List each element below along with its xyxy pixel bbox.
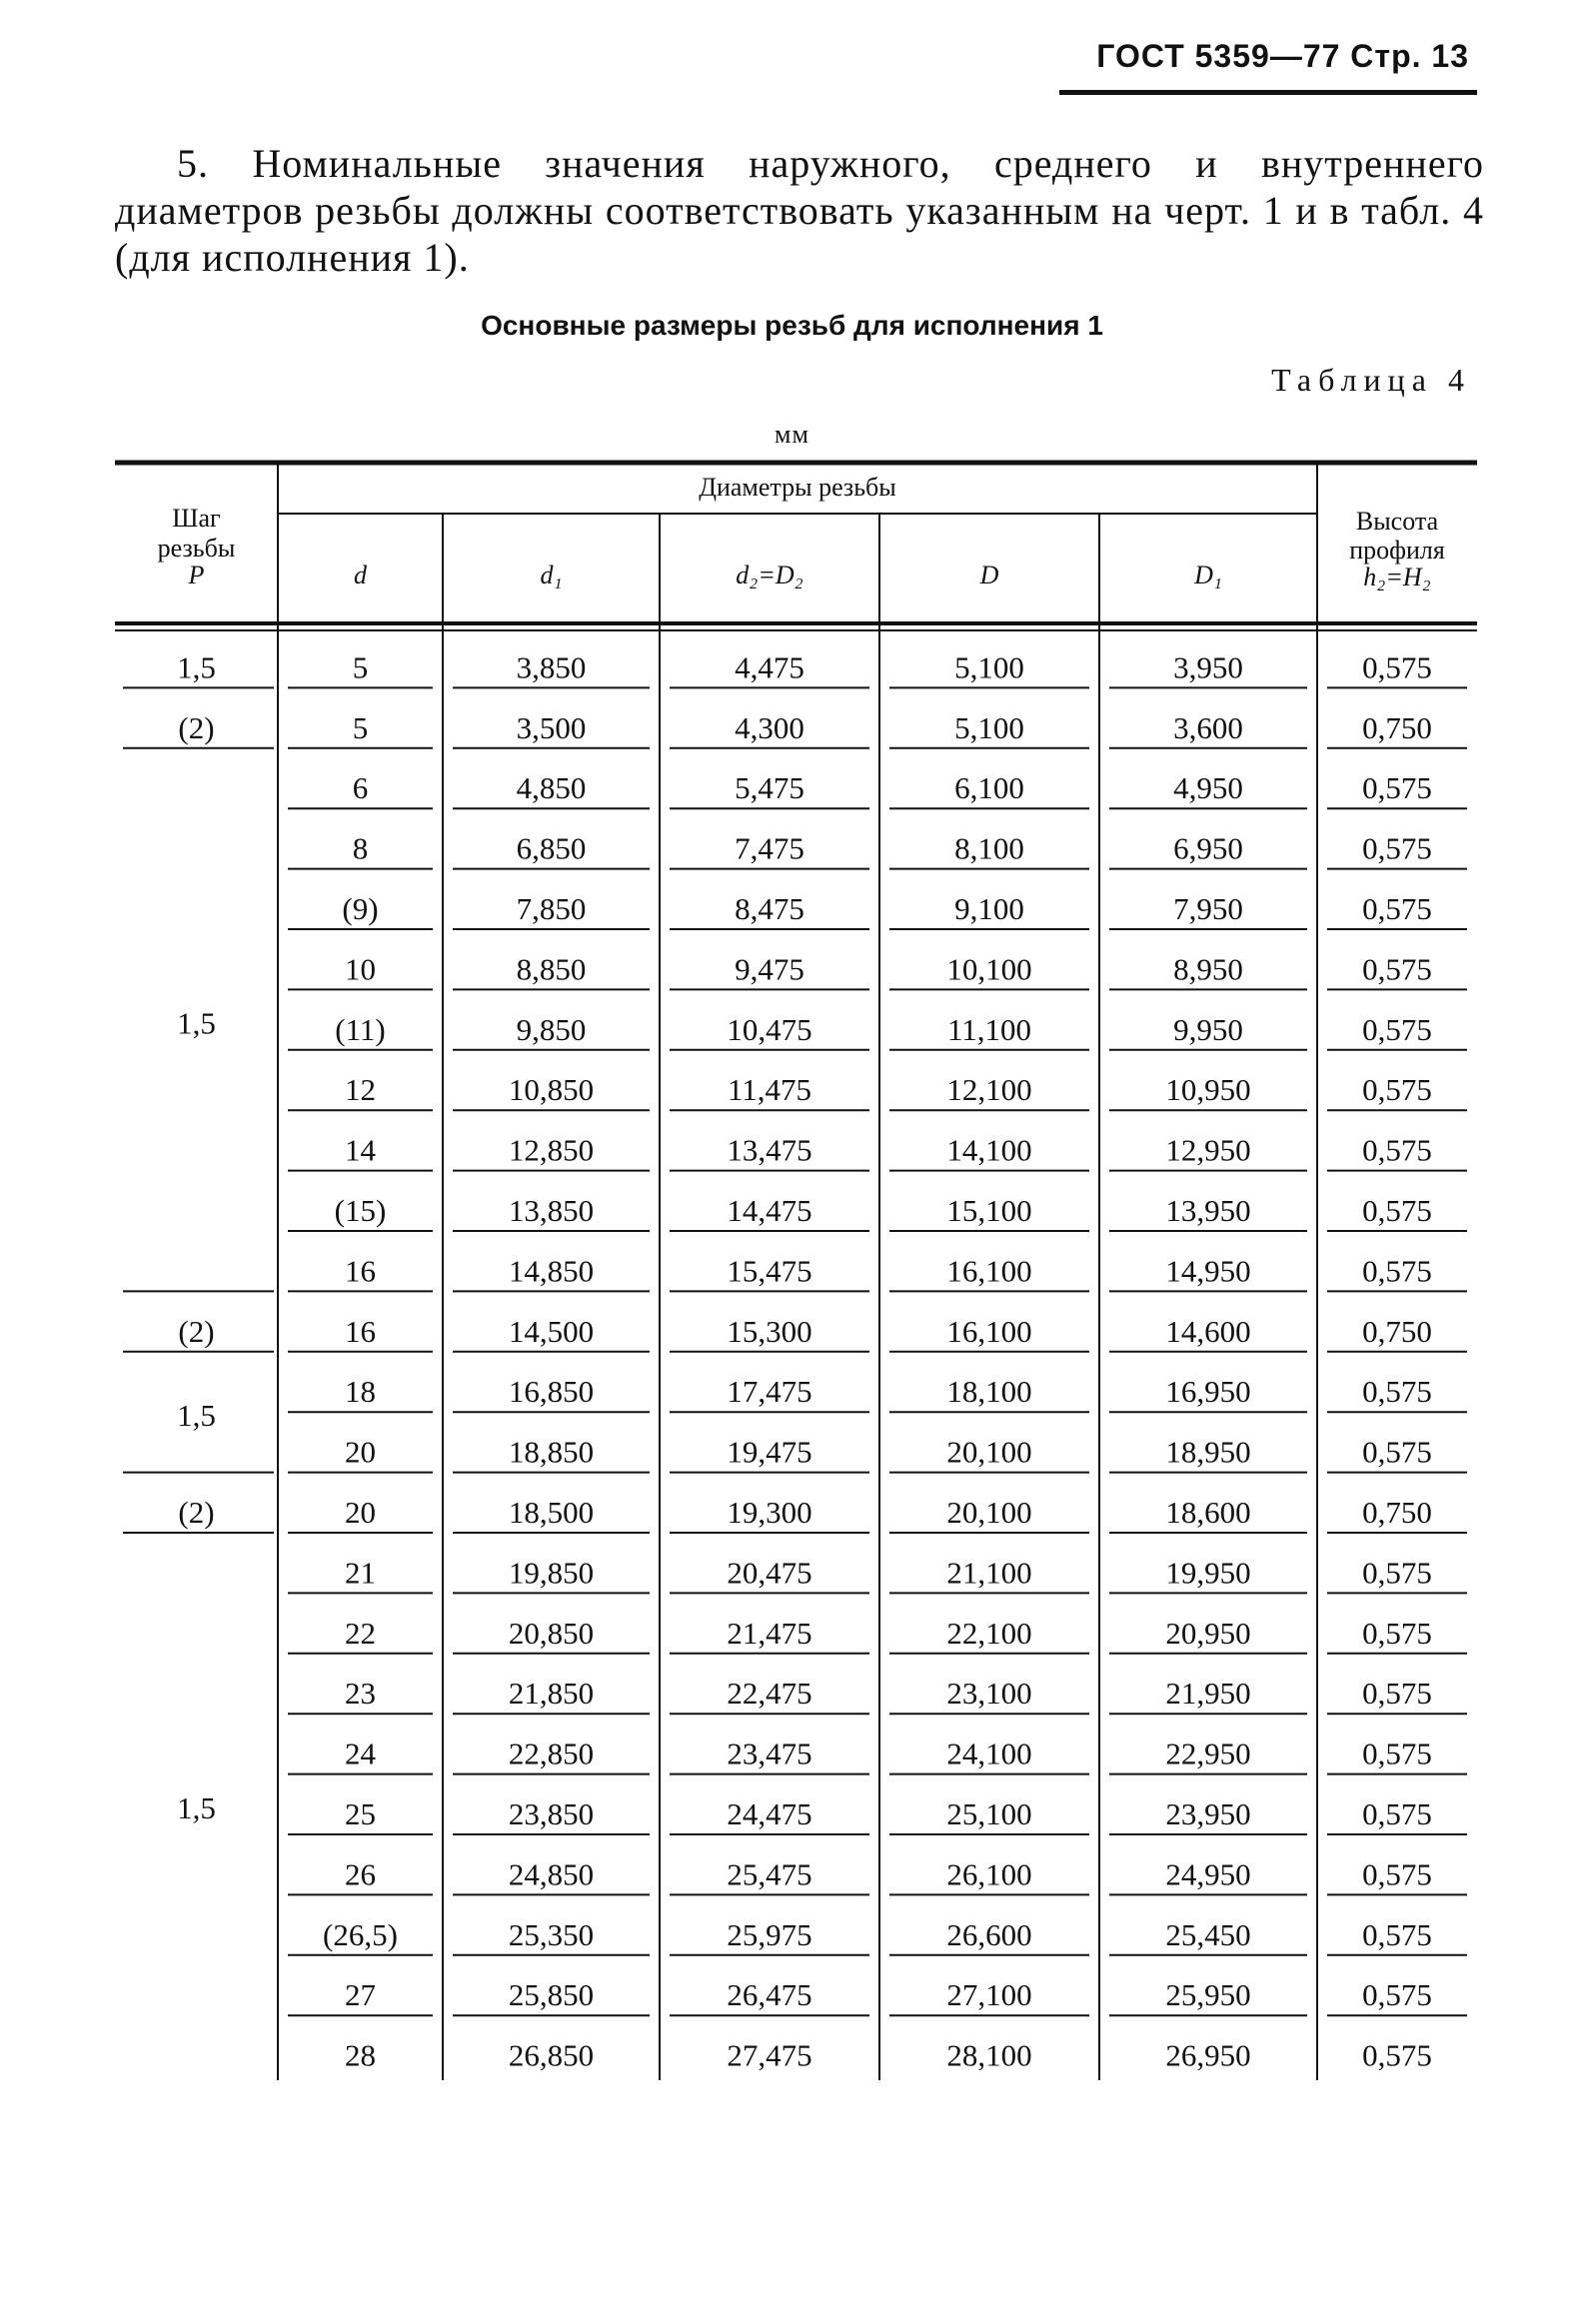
table-cell: 5,100	[954, 709, 1024, 745]
table-cell: 15,475	[727, 1253, 812, 1289]
table-cell: 28	[345, 2037, 376, 2073]
table-cell: 18,600	[1165, 1495, 1251, 1530]
table-cell: 10,850	[508, 1072, 595, 1108]
table-cell: 14,100	[946, 1132, 1032, 1168]
table-cell: 12,850	[508, 1132, 595, 1168]
table-cell: 25,975	[727, 1916, 812, 1952]
table-cell: 13,475	[727, 1132, 812, 1168]
table-cell: 0,575	[1362, 1676, 1432, 1712]
table-cell: 0,575	[1362, 649, 1432, 685]
table-cell: 0,575	[1362, 1193, 1432, 1228]
table-cell: 7,475	[735, 830, 804, 866]
table-cell: 16	[345, 1313, 376, 1349]
table-cell: 0,575	[1362, 1072, 1432, 1108]
table-cell: 0,575	[1362, 891, 1432, 926]
table-cell: 19,850	[508, 1555, 595, 1591]
table-cell: 25,350	[508, 1916, 595, 1952]
table-cell: 8,850	[516, 951, 587, 987]
table-cell: 0,575	[1362, 1736, 1432, 1771]
table-cell: 0,750	[1362, 1313, 1432, 1349]
table-cell: 16,950	[1165, 1374, 1251, 1410]
header-pitch-line: P	[188, 561, 205, 589]
header-diameter-col: D₁	[1194, 561, 1222, 589]
table-cell: 20,850	[508, 1615, 595, 1651]
table-cell: 0,575	[1362, 1253, 1432, 1289]
pitch-group-label: 1,5	[177, 649, 216, 685]
table-cell: 0,575	[1362, 1977, 1432, 2013]
table-cell: 10,475	[727, 1011, 812, 1047]
header-diameter-col: D	[979, 561, 999, 589]
table-cell: 17,475	[727, 1374, 812, 1410]
table-cell: 27,475	[727, 2037, 812, 2073]
table-cell: 26,950	[1165, 2037, 1251, 2073]
table-cell: 14,500	[508, 1313, 595, 1349]
table-number: Таблица 4	[1271, 362, 1471, 398]
unit-label: мм	[775, 420, 809, 449]
table-cell: 3,850	[516, 649, 587, 685]
header-diameter-col: d₂=D₂	[736, 561, 803, 589]
table-cell: 14,475	[727, 1193, 812, 1228]
table-cell: 22,100	[946, 1615, 1032, 1651]
table-cell: 8,100	[954, 830, 1024, 866]
table-cell: 20	[345, 1434, 376, 1470]
table-cell: 9,850	[516, 1011, 587, 1047]
table-cell: 8,475	[735, 891, 804, 926]
table-cell: (15)	[334, 1193, 387, 1228]
table-cell: 9,950	[1173, 1011, 1243, 1047]
table-cell: 14	[345, 1132, 376, 1168]
table-cell: 22	[345, 1615, 376, 1651]
table-title: Основные размеры резьб для исполнения 1	[481, 310, 1103, 341]
table-cell: 13,850	[508, 1193, 595, 1228]
table-cell: 18,500	[508, 1495, 595, 1530]
table-cell: 12	[345, 1072, 376, 1108]
table-cell: 5,475	[735, 770, 804, 806]
header-height-line: Высота	[1355, 507, 1439, 536]
table-cell: 25,950	[1165, 1977, 1251, 2013]
table-cell: 4,850	[516, 770, 587, 806]
table-cell: 0,750	[1362, 1495, 1432, 1530]
table-cell: 19,950	[1165, 1555, 1251, 1591]
table-cell: 26,850	[508, 2037, 595, 2073]
table-cell: 8,950	[1173, 951, 1243, 987]
table-cell: 21,100	[946, 1555, 1032, 1591]
header-diameter-col: d₁	[540, 561, 563, 589]
table-cell: 16	[345, 1253, 376, 1289]
table-cell: 0,575	[1362, 1916, 1432, 1952]
table-cell: 18	[345, 1374, 376, 1410]
pitch-group-label: 1,5	[177, 1398, 216, 1434]
header-diameter-col: d	[354, 561, 367, 589]
table-cell: 7,850	[516, 891, 587, 926]
table-cell: 0,575	[1362, 830, 1432, 866]
table-cell: 21,475	[727, 1615, 812, 1651]
table-cell: 0,575	[1362, 770, 1432, 806]
table-cell: 23,950	[1165, 1796, 1251, 1831]
table-cell: 0,575	[1362, 1011, 1432, 1047]
table-cell: 25,100	[946, 1796, 1032, 1831]
table-cell: 0,575	[1362, 1615, 1432, 1651]
table-cell: 21	[345, 1555, 376, 1591]
table-cell: 0,575	[1362, 1374, 1432, 1410]
table-cell: 24,850	[508, 1856, 595, 1892]
table-cell: (11)	[335, 1011, 386, 1047]
table-cell: 11,475	[727, 1072, 812, 1108]
table-cell: (26,5)	[323, 1916, 398, 1952]
table-cell: 6,950	[1173, 830, 1243, 866]
table-cell: 19,475	[727, 1434, 812, 1470]
table-cell: 19,300	[727, 1495, 812, 1530]
table-cell: 4,300	[735, 709, 804, 745]
table-cell: 3,950	[1173, 649, 1243, 685]
table-cell: 5	[352, 649, 369, 685]
table-cell: 9,100	[954, 891, 1024, 926]
table-cell: 9,475	[735, 951, 804, 987]
table-cell: 25,475	[727, 1856, 812, 1892]
pitch-group-label: 1,5	[177, 1005, 216, 1041]
table-cell: 21,950	[1165, 1676, 1251, 1712]
pitch-group-label: 1,5	[177, 1789, 216, 1825]
table-cell: 8	[352, 830, 369, 866]
pitch-group-label: (2)	[178, 1495, 215, 1530]
body-paragraph: 5. Номинальные значения наружного, среднего и внутреннего диаметров резьбы должны соответствовать указанным на черт. 1 и в табл. 4 (для исполнения 1).	[115, 141, 1484, 280]
table-cell: 10	[345, 951, 376, 987]
table-cell: 12,950	[1165, 1132, 1251, 1168]
table-cell: 20	[345, 1495, 376, 1530]
table-cell: 24	[345, 1736, 376, 1771]
table-cell: 12,100	[946, 1072, 1032, 1108]
table-cell: 25,450	[1165, 1916, 1251, 1952]
table-cell: 16,100	[946, 1253, 1032, 1289]
table-cell: 14,600	[1165, 1313, 1251, 1349]
table-cell: 5	[352, 709, 369, 745]
table-cell: 0,575	[1362, 1132, 1432, 1168]
table-cell: 26,475	[727, 1977, 812, 2013]
table-cell: 23	[345, 1676, 376, 1712]
table-cell: 3,600	[1173, 709, 1243, 745]
table-cell: 26,100	[946, 1856, 1032, 1892]
header-pitch-line: резьбы	[157, 534, 236, 563]
table-cell: 21,850	[508, 1676, 595, 1712]
header-height-line: профиля	[1349, 536, 1445, 565]
table-cell: 3,500	[516, 709, 587, 745]
table-cell: 20,475	[727, 1555, 812, 1591]
table-cell: 18,950	[1165, 1434, 1251, 1470]
table-cell: 16,100	[946, 1313, 1032, 1349]
table-cell: 6,100	[954, 770, 1024, 806]
pitch-group-label: (2)	[178, 709, 215, 745]
table-cell: 6,850	[516, 830, 587, 866]
table-cell: 10,100	[946, 951, 1032, 987]
table-cell: 7,950	[1173, 891, 1243, 926]
table-cell: 4,475	[735, 649, 804, 685]
header-pitch-line: Шаг	[172, 504, 221, 533]
table-cell: 11,100	[946, 1011, 1032, 1047]
table-cell: 22,475	[727, 1676, 812, 1712]
table-cell: 27,100	[946, 1977, 1032, 2013]
table-cell: 0,575	[1362, 1434, 1432, 1470]
table-cell: 10,950	[1165, 1072, 1251, 1108]
table-cell: 24,475	[727, 1796, 812, 1831]
page-header: ГОСТ 5359—77 Стр. 13	[1096, 38, 1469, 74]
table-cell: 24,100	[946, 1736, 1032, 1771]
table-cell: 28,100	[946, 2037, 1032, 2073]
table-cell: 0,575	[1362, 1796, 1432, 1831]
table-cell: 22,950	[1165, 1736, 1251, 1771]
table-cell: 0,575	[1362, 2037, 1432, 2073]
table-cell: 20,100	[946, 1495, 1032, 1530]
table-cell: 25,850	[508, 1977, 595, 2013]
table-cell: 24,950	[1165, 1856, 1251, 1892]
table-cell: 15,300	[727, 1313, 812, 1349]
table-cell: 23,475	[727, 1736, 812, 1771]
table-cell: 5,100	[954, 649, 1024, 685]
table-cell: 0,750	[1362, 709, 1432, 745]
table-cell: 18,850	[508, 1434, 595, 1470]
table-cell: 0,575	[1362, 951, 1432, 987]
table-cell: 23,850	[508, 1796, 595, 1831]
header-height-line: h₂=H₂	[1363, 563, 1431, 591]
header-diameters-group: Диаметры резьбы	[699, 473, 896, 502]
table-cell: 15,100	[946, 1193, 1032, 1228]
table-cell: 16,850	[508, 1374, 595, 1410]
table-cell: 0,575	[1362, 1555, 1432, 1591]
table-cell: 26	[345, 1856, 376, 1892]
pitch-group-label: (2)	[178, 1313, 215, 1349]
table-cell: 23,100	[946, 1676, 1032, 1712]
table-cell: 25	[345, 1796, 376, 1831]
table-cell: 6	[352, 770, 369, 806]
table-cell: 14,850	[508, 1253, 595, 1289]
table-cell: 20,100	[946, 1434, 1032, 1470]
table-cell: (9)	[342, 891, 379, 926]
table-cell: 20,950	[1165, 1615, 1251, 1651]
table-cell: 13,950	[1165, 1193, 1251, 1228]
table-cell: 4,950	[1173, 770, 1243, 806]
table-cell: 0,575	[1362, 1856, 1432, 1892]
table-cell: 22,850	[508, 1736, 595, 1771]
table-cell: 14,950	[1165, 1253, 1251, 1289]
table-cell: 26,600	[946, 1916, 1032, 1952]
table-cell: 18,100	[946, 1374, 1032, 1410]
table-cell: 27	[345, 1977, 376, 2013]
